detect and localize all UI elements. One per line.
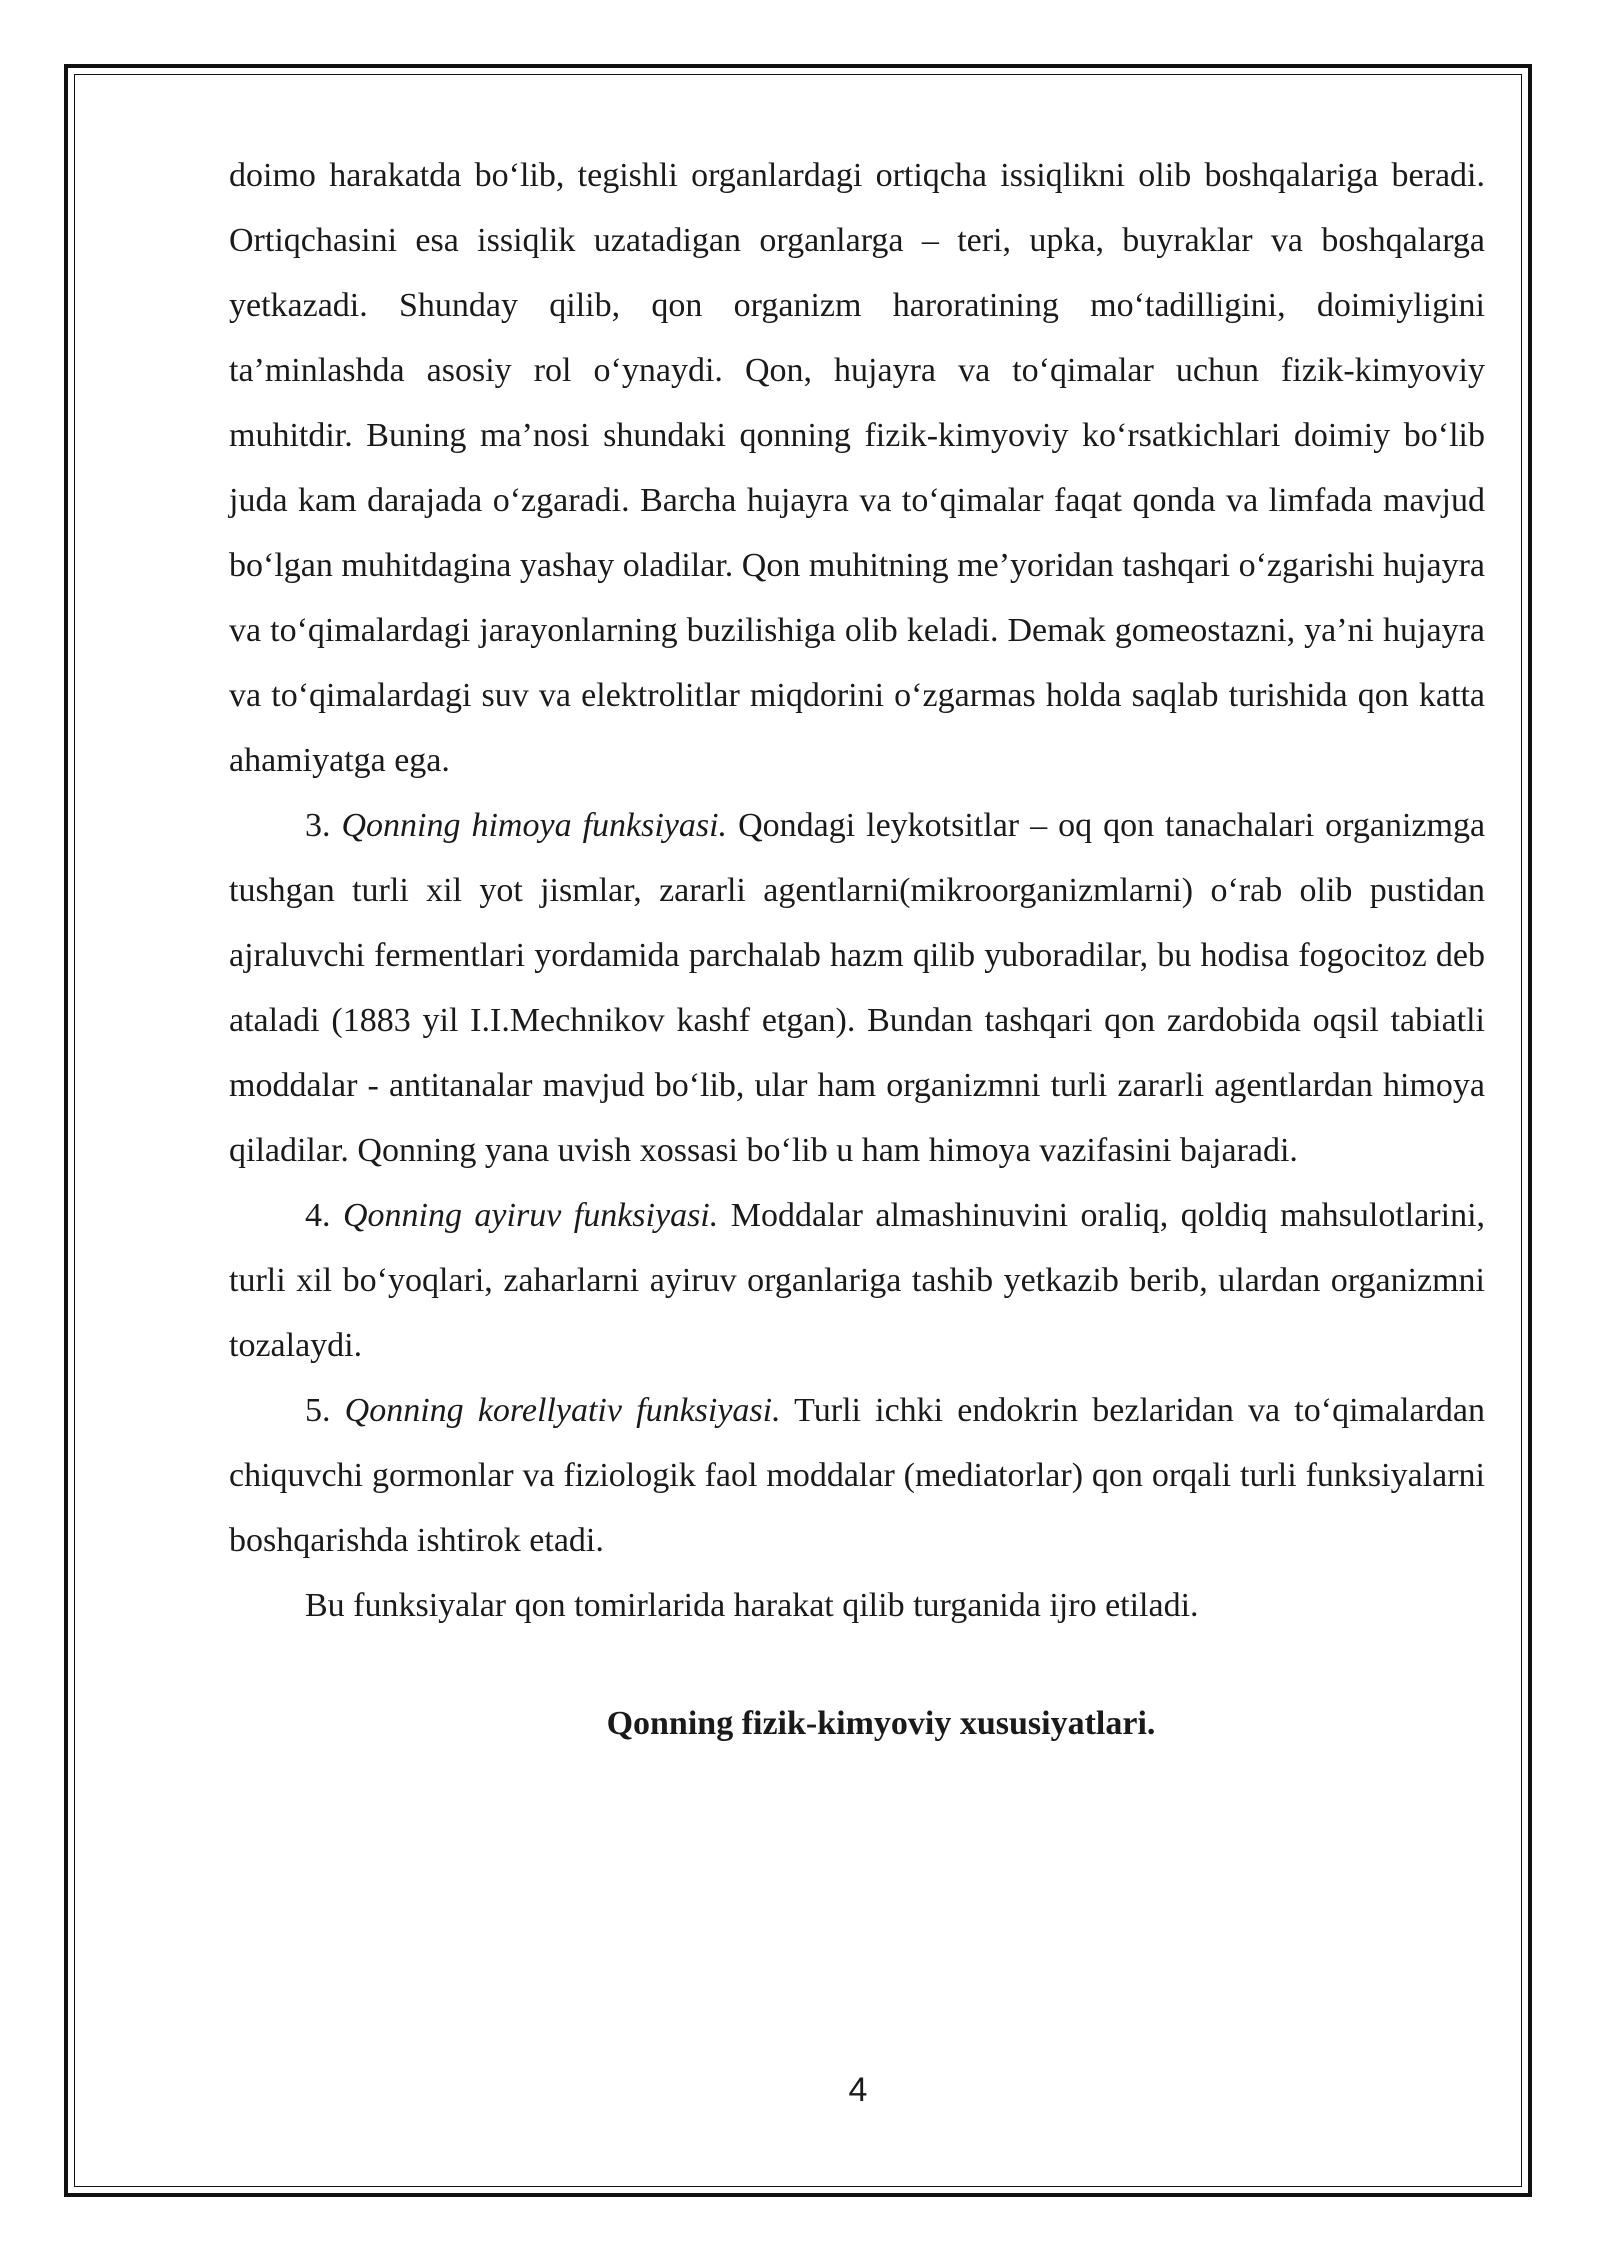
item-text: Turli ichki endokrin bezlaridan va toʻqimalardan chiquvchi gormonlar va fiziologik faol moddalar (mediatorlar) qon orqali turli funksiyalarni boshqarishda ishtirok etadi. — [229, 1392, 1485, 1559]
item-title: Qonning korellyativ funksiyasi. — [344, 1392, 781, 1429]
page-number: 4 — [848, 2071, 868, 2109]
item-text: Qondagi leykotsitlar – oq qon tanachalari organizmga tushgan turli xil yot jismlar, zararli agentlarni(mikroorganizmlarni) oʻrab olib pustidan ajraluvchi fermentlari yordamida parchalab hazm qilib yuboradilar, bu hodisa fogocitoz deb ataladi (1883 yil I.I.Mechnikov kashf etgan). Bundan tashqari qon zardobida oqsil tabiatli moddalar - antitanalar mavjud boʻlib, ular ham organizmni turli zararli agentlardan himoya qiladilar. Qonning yana uvish xossasi boʻlib u ham himoya vazifasini bajaradi. — [229, 807, 1486, 1169]
continuation-paragraph: doimo harakatda boʻlib, tegishli organlardagi ortiqcha issiqlikni olib boshqalariga beradi. Ortiqchasini esa issiqlik uzatadigan organlarga – teri, upka, buyraklar va boshqalarga yetkazadi. Shunday qilib, qon organizm haroratining moʻtadilligini, doimiyligini ta’minlashda asosiy rol oʻynaydi. Qon, hujayra va toʻqimalar uchun fizik-kimyoviy muhitdir. Buning ma’nosi shundaki qonning fizik-kimyoviy koʻrsatkichlari doimiy boʻlib juda kam darajada oʻzgaradi. Barcha hujayra va toʻqimalar faqat qonda va limfada mavjud boʻlgan muhitdagina yashay oladilar. Qon muhitning me’yoridan tashqari oʻzgarishi hujayra va toʻqimalardagi jarayonlarning buzilishiga olib keladi. Demak gomeostazni, ya’ni hujayra va toʻqimalardagi suv va elektrolitlar miqdorini oʻzgarmas holda saqlab turishida qon katta ahamiyatga ega. — [229, 157, 1485, 779]
section-heading: Qonning fizik-kimyoviy xususiyatlari. — [606, 1705, 1156, 1742]
item-number: 3. — [305, 807, 331, 844]
closing-paragraph: Bu funksiyalar qon tomirlarida harakat qilib turganida ijro etiladi. — [305, 1587, 1199, 1624]
list-item-correlative-function — [229, 1378, 1485, 1573]
item-number: 5. — [305, 1392, 331, 1429]
list-item-excretory-function — [229, 1183, 1485, 1378]
item-title: Qonning himoya funksiyasi. — [341, 807, 728, 844]
item-number: 4. — [305, 1197, 331, 1234]
item-title: Qonning ayiruv funksiyasi. — [342, 1197, 719, 1234]
page-content — [229, 143, 1485, 1756]
list-item-protective-function — [229, 793, 1485, 1183]
item-text: Moddalar almashinuvini oraliq, qoldiq mahsulotlarini, turli xil boʻyoqlari, zaharlarni ayiruv organlariga tashib yetkazib berib, ulardan organizmni tozalaydi. — [229, 1197, 1486, 1364]
